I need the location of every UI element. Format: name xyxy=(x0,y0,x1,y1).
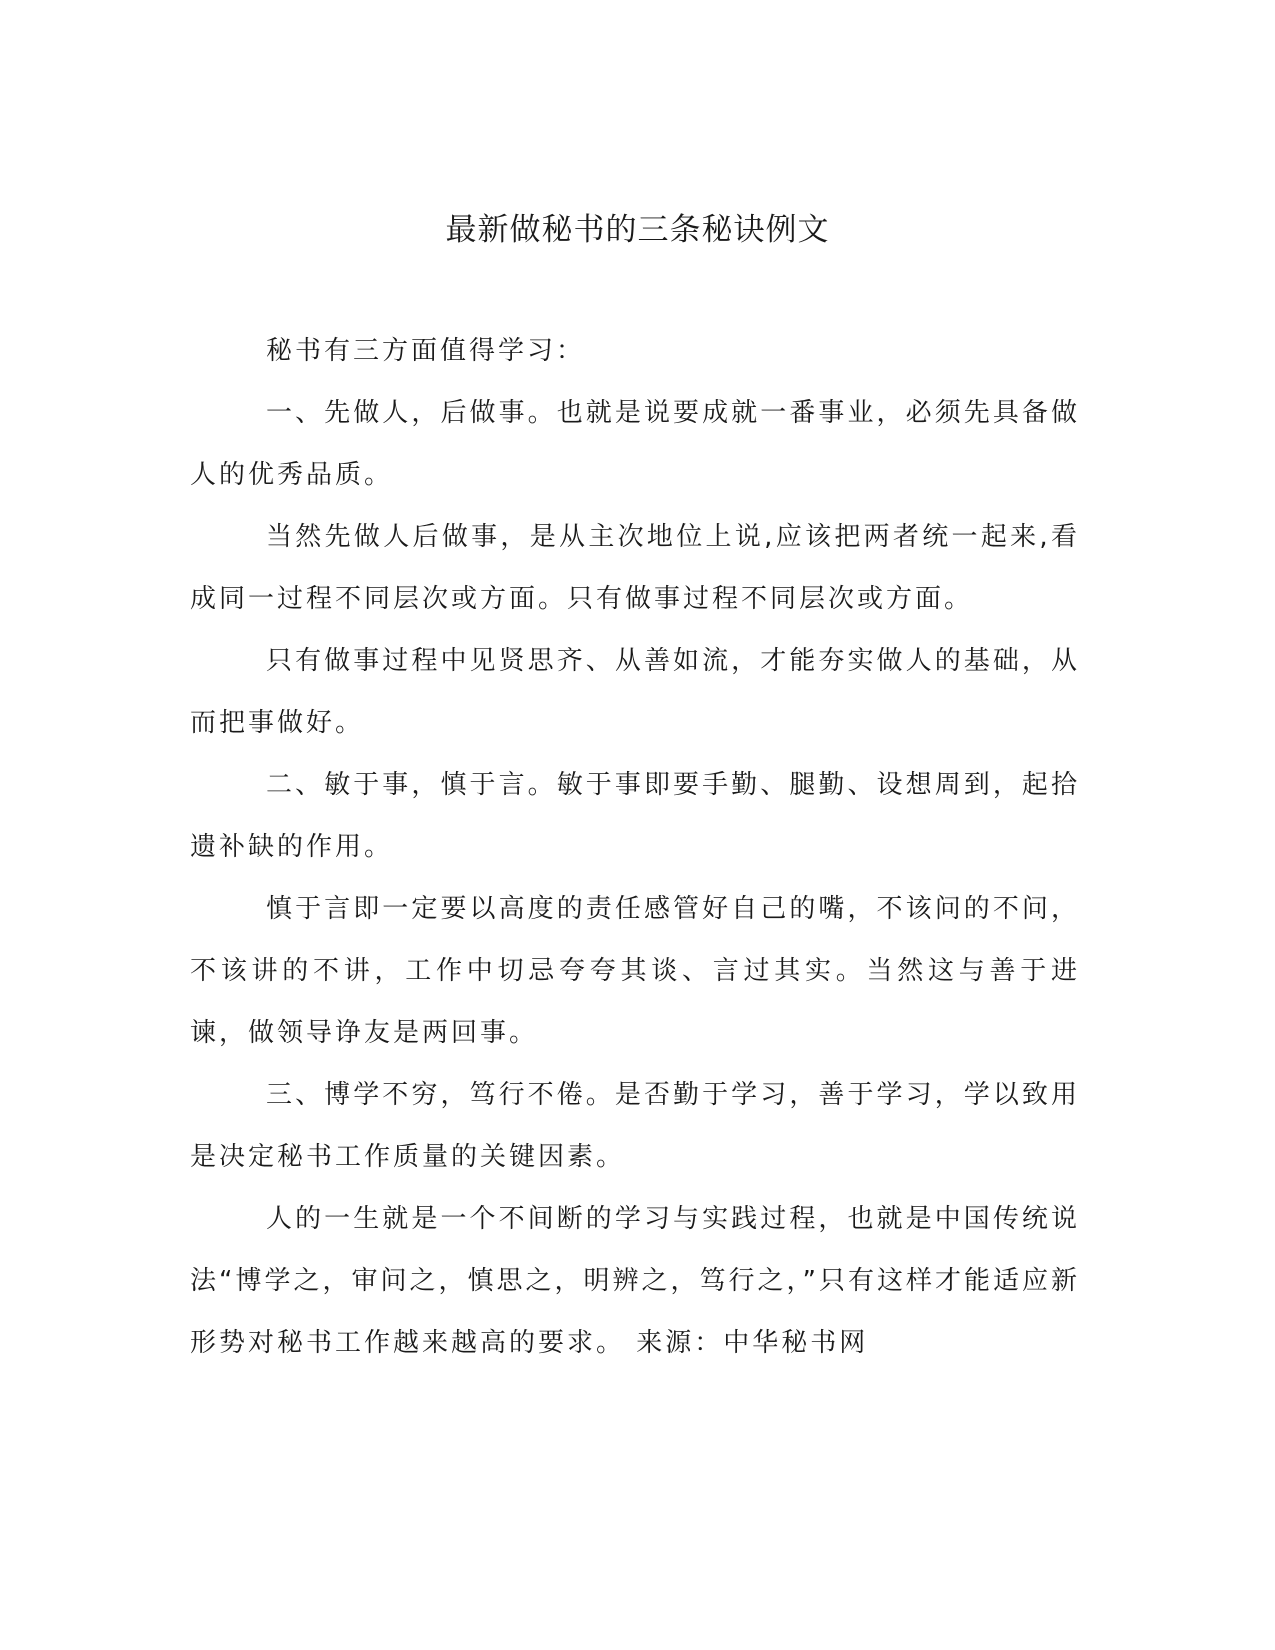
paragraph-point-two: 二、敏于事，慎于言。敏于事即要手勤、腿勤、设想周到，起拾遗补缺的作用。 xyxy=(190,770,1080,862)
paragraph-intro: 秘书有三方面值得学习： xyxy=(266,336,586,366)
paragraph-point-one: 一、先做人，后做事。也就是说要成就一番事业，必须先具备做人的优秀品质。 xyxy=(190,398,1080,490)
document-body xyxy=(190,320,1080,1374)
paragraph-point-two-detail: 慎于言即一定要以高度的责任感管好自己的嘴，不该问的不问，不该讲的不讲，工作中切忌夸夸其谈、言过其实。当然这与善于进谏，做领导诤友是两回事。 xyxy=(190,894,1080,1048)
paragraph-point-one-detail: 当然先做人后做事，是从主次地位上说,应该把两者统一起来,看成同一过程不同层次或方面。只有做事过程不同层次或方面。 xyxy=(190,522,1080,614)
paragraph-point-three: 三、博学不穷，笃行不倦。是否勤于学习，善于学习，学以致用是决定秘书工作质量的关键因素。 xyxy=(190,1080,1080,1172)
document-title: 最新做秘书的三条秘诀例文 xyxy=(445,212,830,248)
paragraph-point-three-detail: 人的一生就是一个不间断的学习与实践过程，也就是中国传统说法“博学之，审问之，慎思之，明辨之，笃行之，”只有这样才能适应新形势对秘书工作越来越高的要求。 来源：中华秘书网 xyxy=(190,1204,1080,1358)
paragraph-point-one-conclusion: 只有做事过程中见贤思齐、从善如流，才能夯实做人的基础，从而把事做好。 xyxy=(190,646,1080,738)
